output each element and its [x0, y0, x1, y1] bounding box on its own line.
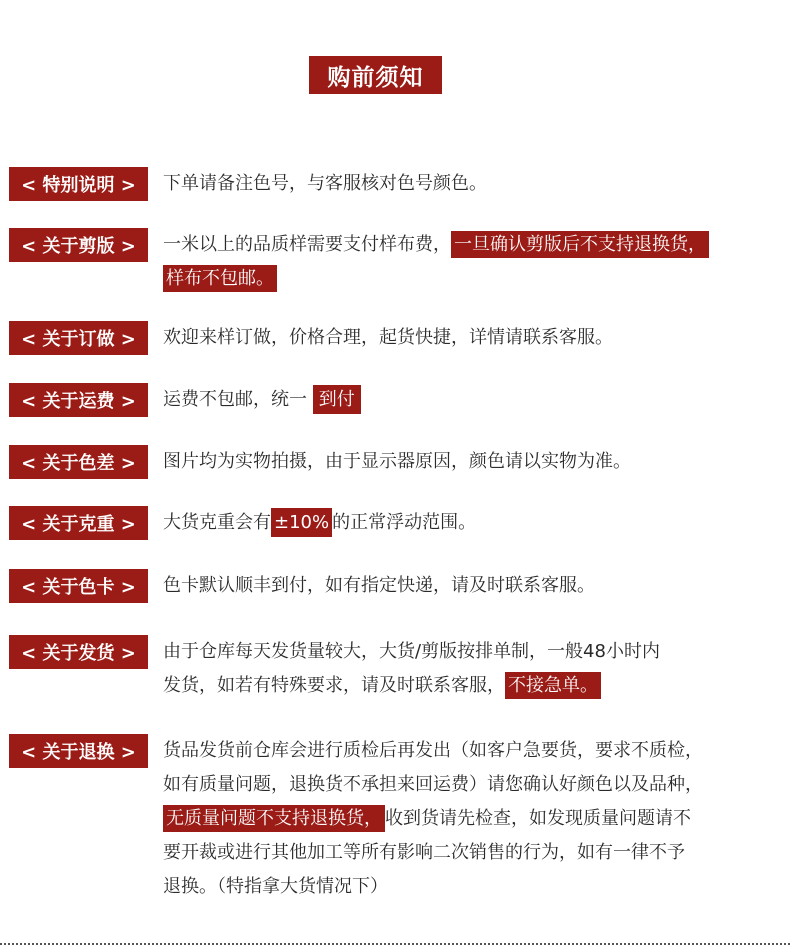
text-line [163, 167, 773, 201]
text-line [163, 383, 773, 417]
text-line [163, 802, 773, 836]
text-line [163, 734, 773, 768]
section-label: < 关于退换 > [9, 734, 148, 768]
section-text [163, 383, 773, 417]
text-line [163, 569, 773, 603]
text-line [163, 445, 773, 479]
highlight-no-return-without-defect: 无质量问题不支持退换货， [163, 805, 385, 832]
section-label: < 关于色差 > [9, 445, 148, 479]
section-text [163, 734, 773, 904]
section-label: < 关于色卡 > [9, 569, 148, 603]
text-line [163, 669, 773, 703]
highlight-tolerance: ±10% [271, 508, 332, 537]
section-label: < 关于克重 > [9, 506, 148, 540]
section-label: < 关于订做 > [9, 321, 148, 355]
text-segment: 欢迎来样订做，价格合理，起货快捷，详情请联系客服。 [163, 327, 613, 348]
text-line [163, 870, 773, 904]
section-text [163, 506, 773, 540]
text-segment: 收到货请先检查，如发现质量问题请不 [385, 808, 691, 829]
highlight-no-free-shipping: 样布不包邮。 [163, 265, 277, 292]
page-title: 购前须知 [309, 56, 442, 94]
highlight-cod: 到付 [313, 385, 361, 414]
section-text [163, 635, 773, 703]
text-segment: 运费不包邮，统一 [163, 389, 313, 410]
text-line [163, 262, 773, 296]
text-segment: 的正常浮动范围。 [332, 512, 477, 533]
section-label: < 特别说明 > [9, 167, 148, 201]
text-segment: 退换。（特指拿大货情况下） [163, 876, 388, 897]
text-line [163, 506, 773, 540]
text-segment: 货品发货前仓库会进行质检后再发出（如客户急要货，要求不质检， [163, 740, 703, 761]
text-segment: 下单请备注色号，与客服核对色号颜色。 [163, 173, 487, 194]
text-line [163, 836, 773, 870]
text-segment: 一米以上的品质样需要支付样布费， [163, 234, 451, 255]
dotted-divider [0, 943, 790, 945]
text-segment: 发货，如若有特殊要求，请及时联系客服， [163, 675, 505, 696]
section-label: < 关于剪版 > [9, 228, 148, 262]
text-segment: 如有质量问题，退换货不承担来回运费）请您确认好颜色以及品种， [163, 774, 703, 795]
text-segment: 由于仓库每天发货量较大，大货/剪版按排单制，一般48小时内 [163, 641, 660, 662]
highlight-no-rush-orders: 不接急单。 [505, 672, 601, 699]
text-line [163, 768, 773, 802]
text-line [163, 635, 773, 669]
section-label: < 关于运费 > [9, 383, 148, 417]
text-segment: 图片均为实物拍摄，由于显示器原因，颜色请以实物为准。 [163, 451, 631, 472]
text-line [163, 321, 773, 355]
highlight-no-return: 一旦确认剪版后不支持退换货， [451, 231, 709, 258]
text-segment: 大货克重会有 [163, 512, 271, 533]
section-text [163, 445, 773, 479]
section-label: < 关于发货 > [9, 635, 148, 669]
text-segment: 色卡默认顺丰到付，如有指定快递，请及时联系客服。 [163, 575, 595, 596]
section-text [163, 569, 773, 603]
text-line [163, 228, 773, 262]
section-text [163, 167, 773, 201]
section-text [163, 321, 773, 355]
text-segment: 要开裁或进行其他加工等所有影响二次销售的行为，如有一律不予 [163, 842, 685, 863]
section-text [163, 228, 773, 296]
